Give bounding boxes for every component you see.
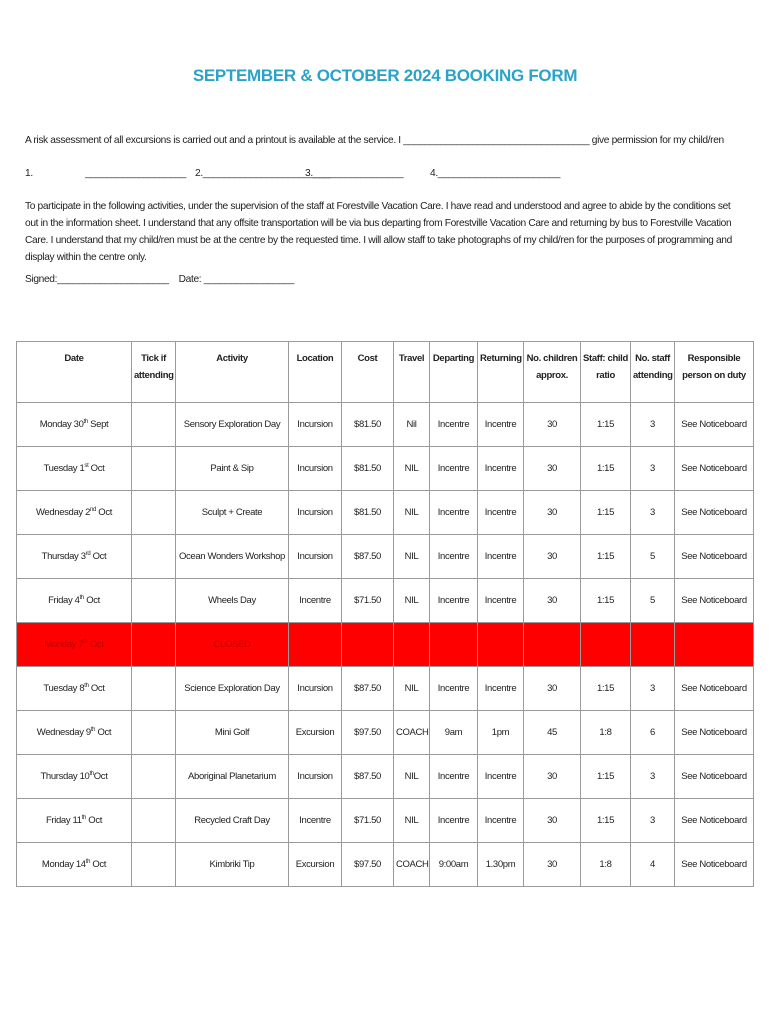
responsible-cell: See Noticeboard (675, 711, 754, 755)
tick-cell[interactable] (132, 579, 176, 623)
travel-cell: NIL (394, 667, 430, 711)
header-departing: Departing (430, 342, 478, 403)
returning-cell: Incentre (478, 799, 524, 843)
date-cell (17, 667, 132, 711)
staff-cell: 3 (631, 667, 675, 711)
date-suffix: th (81, 814, 87, 821)
responsible-cell: See Noticeboard (675, 667, 754, 711)
returning-cell: Incentre (478, 447, 524, 491)
child-2-line[interactable]: 2.________________________ (195, 168, 331, 179)
departing-cell: Incentre (430, 579, 478, 623)
table-row-closed (17, 623, 754, 667)
travel-cell: NIL (394, 535, 430, 579)
staff-cell: 6 (631, 711, 675, 755)
cost-cell: $71.50 (342, 799, 394, 843)
table-row (17, 799, 754, 843)
signature-line (25, 271, 743, 288)
children-cell (524, 623, 581, 667)
returning-cell: Incentre (478, 579, 524, 623)
child-1-line[interactable]: ___________________ (85, 168, 187, 179)
staff-cell: 3 (631, 403, 675, 447)
travel-cell: NIL (394, 579, 430, 623)
date-text: Friday 11 (45, 815, 82, 827)
responsible-cell: See Noticeboard (675, 755, 754, 799)
children-cell: 30 (524, 755, 581, 799)
tick-cell[interactable] (132, 491, 176, 535)
tick-cell[interactable] (132, 755, 176, 799)
date-suffix: rd (85, 550, 91, 557)
child-4-line[interactable]: 4._______________________ (430, 168, 561, 179)
location-cell: Incursion (289, 535, 342, 579)
location-cell: Incentre (289, 579, 342, 623)
travel-cell: Nil (394, 403, 430, 447)
date-suffix: th (85, 858, 91, 865)
date-text: Tuesday 1 (43, 463, 85, 475)
date-cell (17, 755, 132, 799)
table-row (17, 843, 754, 887)
date-cell (17, 711, 132, 755)
departing-cell: Incentre (430, 755, 478, 799)
ratio-cell: 1:15 (581, 755, 631, 799)
date-text: Friday 4 (48, 595, 80, 607)
date-suffix: th (83, 418, 88, 425)
date-month: Sept (87, 419, 109, 431)
header-cost: Cost (342, 342, 394, 403)
table-row (17, 491, 754, 535)
date-month: Oct (88, 463, 105, 475)
header-tick: Tick if attending (132, 342, 176, 403)
staff-cell: 3 (631, 799, 675, 843)
location-cell: Incentre (289, 799, 342, 843)
tick-cell[interactable] (132, 403, 176, 447)
cost-cell: $71.50 (342, 579, 394, 623)
date-suffix: th (79, 594, 84, 601)
header-children: No. children approx. (524, 342, 581, 403)
date-month: Oct (90, 859, 107, 871)
departing-cell: Incentre (430, 491, 478, 535)
table-row (17, 579, 754, 623)
tick-cell[interactable] (132, 711, 176, 755)
departing-cell: Incentre (430, 447, 478, 491)
header-returning: Returning (478, 342, 524, 403)
location-cell: Excursion (289, 711, 342, 755)
children-cell: 30 (524, 491, 581, 535)
activity-cell: Sensory Exploration Day (176, 403, 289, 447)
children-cell: 30 (524, 667, 581, 711)
header-activity: Activity (176, 342, 289, 403)
date-suffix: th (84, 682, 89, 689)
cost-cell: $81.50 (342, 403, 394, 447)
children-cell: 30 (524, 447, 581, 491)
ratio-cell: 1:15 (581, 447, 631, 491)
date-text: Monday 30 (39, 419, 84, 431)
cost-cell (342, 623, 394, 667)
activity-cell: Wheels Day (176, 579, 289, 623)
booking-table (16, 341, 754, 887)
responsible-cell (675, 623, 754, 667)
date-month: Oct (90, 551, 107, 563)
date-text: Monday 7 (44, 639, 84, 651)
date-text: Thursday 10 (40, 771, 90, 783)
activity-cell: Ocean Wonders Workshop (176, 535, 289, 579)
tick-cell[interactable] (132, 843, 176, 887)
staff-cell: 3 (631, 447, 675, 491)
ratio-cell: 1:8 (581, 711, 631, 755)
returning-cell: Incentre (478, 535, 524, 579)
date-cell (17, 843, 132, 887)
date-text: Wednesday 2 (35, 507, 91, 519)
location-cell: Incursion (289, 755, 342, 799)
date-month: Oct (93, 771, 108, 783)
cost-cell: $87.50 (342, 667, 394, 711)
children-names-line (25, 165, 743, 182)
date-month: Oct (87, 639, 104, 651)
date-cell (17, 447, 132, 491)
signed-field[interactable]: Signed:_____________________ (25, 274, 169, 285)
header-responsible: Responsible person on duty (675, 342, 754, 403)
table-row (17, 447, 754, 491)
cost-cell: $97.50 (342, 711, 394, 755)
table-row (17, 667, 754, 711)
travel-cell: NIL (394, 755, 430, 799)
date-cell (17, 535, 132, 579)
date-month: Oct (88, 683, 105, 695)
ratio-cell: 1:15 (581, 667, 631, 711)
table-header-row (17, 342, 754, 403)
returning-cell: Incentre (478, 491, 524, 535)
responsible-cell: See Noticeboard (675, 535, 754, 579)
activity-cell: Science Exploration Day (176, 667, 289, 711)
staff-cell: 5 (631, 535, 675, 579)
departing-cell: 9am (430, 711, 478, 755)
activity-cell: Aboriginal Planetarium (176, 755, 289, 799)
date-cell (17, 579, 132, 623)
responsible-cell: See Noticeboard (675, 843, 754, 887)
header-staff: No. staff attending (631, 342, 675, 403)
date-text: Thursday 3 (41, 551, 86, 563)
cost-cell: $87.50 (342, 535, 394, 579)
activity-cell: Kimbriki Tip (176, 843, 289, 887)
date-text: Tuesday 8 (43, 683, 85, 695)
tick-cell[interactable] (132, 667, 176, 711)
children-cell: 30 (524, 579, 581, 623)
date-month: Oct (96, 507, 113, 519)
date-text: Monday 14 (41, 859, 86, 871)
staff-cell: 3 (631, 491, 675, 535)
cost-cell: $81.50 (342, 491, 394, 535)
date-suffix: th (83, 638, 88, 645)
returning-cell: Incentre (478, 667, 524, 711)
location-cell: Incursion (289, 667, 342, 711)
children-cell: 30 (524, 403, 581, 447)
tick-cell[interactable] (132, 623, 176, 667)
date-cell (17, 623, 132, 667)
travel-cell: NIL (394, 491, 430, 535)
departing-cell: Incentre (430, 799, 478, 843)
children-cell: 30 (524, 535, 581, 579)
departing-cell: 9:00am (430, 843, 478, 887)
location-cell (289, 623, 342, 667)
date-month: Oct (95, 727, 112, 739)
activity-cell: Paint & Sip (176, 447, 289, 491)
children-cell: 45 (524, 711, 581, 755)
date-text: Wednesday 9 (36, 727, 91, 739)
staff-cell: 5 (631, 579, 675, 623)
ratio-cell: 1:15 (581, 535, 631, 579)
responsible-cell: See Noticeboard (675, 491, 754, 535)
table-row (17, 755, 754, 799)
activity-cell: CLOSED (176, 623, 289, 667)
date-month: Oct (83, 595, 100, 607)
responsible-cell: See Noticeboard (675, 403, 754, 447)
departing-cell (430, 623, 478, 667)
table-row (17, 535, 754, 579)
header-location: Location (289, 342, 342, 403)
tick-cell[interactable] (132, 535, 176, 579)
location-cell: Incursion (289, 447, 342, 491)
date-suffix: th (90, 726, 96, 733)
header-ratio: Staff: child ratio (581, 342, 631, 403)
activity-cell: Mini Golf (176, 711, 289, 755)
ratio-cell: 1:8 (581, 843, 631, 887)
risk-assessment-text: A risk assessment of all excursions is carried out and a printout is available at the service. I ___________________________________ give permission for my child/ren (25, 135, 724, 146)
location-cell: Incursion (289, 491, 342, 535)
date-suffix: nd (90, 506, 97, 513)
travel-cell: COACH (394, 843, 430, 887)
staff-cell: 4 (631, 843, 675, 887)
date-field[interactable]: Date: _________________ (178, 274, 295, 285)
children-cell: 30 (524, 843, 581, 887)
staff-cell (631, 623, 675, 667)
children-cell: 30 (524, 799, 581, 843)
activity-cell: Recycled Craft Day (176, 799, 289, 843)
participation-text: To participate in the following activities, under the supervision of the staff at Forestville Vacation Care. I have read and understood and agree to abide by the conditions set out in the information sheet. I understand that any offsite transportation will be via bus departing from Forestville Vacation Care and returning by bus to Forestville Vacation Care. I understand that my child/ren must be at the centre by the requested time. I will allow staff to take photographs of my child/ren for the purposes of programming and display within the centre only. (25, 201, 732, 263)
returning-cell: Incentre (478, 403, 524, 447)
cost-cell: $87.50 (342, 755, 394, 799)
travel-cell: NIL (394, 447, 430, 491)
child-3-line[interactable]: 3._________________ (305, 168, 404, 179)
returning-cell: Incentre (478, 755, 524, 799)
travel-cell: NIL (394, 799, 430, 843)
responsible-cell: See Noticeboard (675, 447, 754, 491)
returning-cell: 1pm (478, 711, 524, 755)
ratio-cell: 1:15 (581, 403, 631, 447)
location-cell: Excursion (289, 843, 342, 887)
table-row (17, 711, 754, 755)
returning-cell: 1.30pm (478, 843, 524, 887)
date-cell (17, 403, 132, 447)
ratio-cell: 1:15 (581, 799, 631, 843)
travel-cell: COACH (394, 711, 430, 755)
date-cell (17, 799, 132, 843)
cost-cell: $81.50 (342, 447, 394, 491)
staff-cell: 3 (631, 755, 675, 799)
ratio-cell: 1:15 (581, 491, 631, 535)
responsible-cell: See Noticeboard (675, 799, 754, 843)
date-month: Oct (86, 815, 103, 827)
ratio-cell: 1:15 (581, 579, 631, 623)
date-suffix: st (84, 462, 89, 469)
departing-cell: Incentre (430, 535, 478, 579)
location-cell: Incursion (289, 403, 342, 447)
responsible-cell: See Noticeboard (675, 579, 754, 623)
tick-cell[interactable] (132, 447, 176, 491)
departing-cell: Incentre (430, 403, 478, 447)
activity-cell: Sculpt + Create (176, 491, 289, 535)
departing-cell: Incentre (430, 667, 478, 711)
ratio-cell (581, 623, 631, 667)
child-1-label: 1. (25, 168, 33, 179)
table-row (17, 403, 754, 447)
header-travel: Travel (394, 342, 430, 403)
tick-cell[interactable] (132, 799, 176, 843)
header-date: Date (17, 342, 132, 403)
form-title: SEPTEMBER & OCTOBER 2024 BOOKING FORM (192, 66, 578, 85)
travel-cell (394, 623, 430, 667)
date-cell (17, 491, 132, 535)
returning-cell (478, 623, 524, 667)
date-suffix: th (89, 770, 94, 777)
cost-cell: $97.50 (342, 843, 394, 887)
